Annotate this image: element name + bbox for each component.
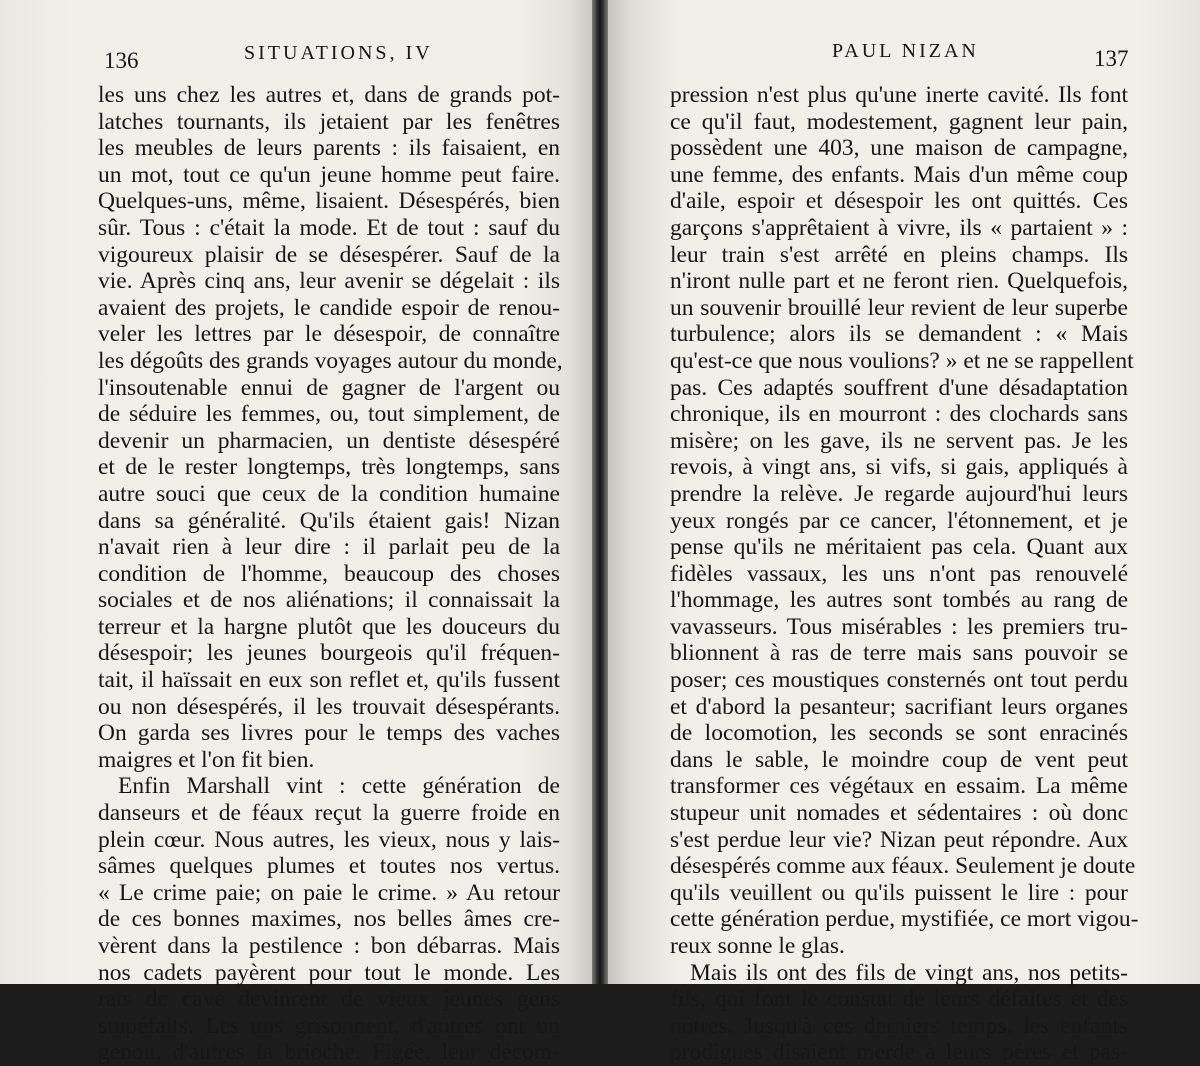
text-line: revois, à vingt ans, si vifs, si gais, appliqués à xyxy=(670,454,1128,481)
text-line: maigres et l'on fit bien. xyxy=(98,746,315,773)
left-page-number: 136 xyxy=(104,48,139,73)
text-line: vèrent dans la pestilence : bon débarras. Mais xyxy=(98,933,560,959)
text-line: blionnent à ras de terre mais sans pouvoir se xyxy=(670,640,1128,667)
text-line: un souvenir brouillé leur revient de leur superbe xyxy=(670,294,1128,321)
text-line: vie. Après cinq ans, leur avenir se dégelait : ils xyxy=(98,268,560,295)
text-line: misère; on les gave, ils ne servent pas. Je les xyxy=(670,427,1128,454)
text-line: un mot, tout ce qu'un jeune homme peut faire. xyxy=(98,161,560,188)
text-line: les dégoûts des grands voyages autour du monde, xyxy=(98,347,563,374)
text-line: qu'ils veuillent ou qu'ils puissent le lire : pour xyxy=(670,879,1128,906)
text-line: de séduire les femmes, ou, tout simplement, de xyxy=(98,401,560,428)
text-line: une femme, des enfants. Mais d'un même coup xyxy=(670,161,1128,188)
text-line: pression n'est plus qu'une inerte cavité. Ils font xyxy=(670,82,1128,108)
right-page-text xyxy=(670,82,1139,1066)
text-line: sûr. Tous : c'était la mode. Et de tout : sauf du xyxy=(98,214,560,241)
text-line: yeux rongés par ce cancer, l'étonnement, et je xyxy=(670,507,1128,534)
text-line: veler les lettres par le désespoir, de connaître xyxy=(98,321,560,348)
text-line: cette génération perdue, mystifiée, ce mort vigou- xyxy=(670,906,1139,933)
text-line: s'est perdue leur vie? Nizan peut répondre. Aux xyxy=(670,826,1128,853)
text-line: chronique, ils en mourront : des clochards sans xyxy=(670,401,1128,428)
left-page xyxy=(0,0,592,1066)
text-line: genou, d'autres la brioche. Figée, leur décom- xyxy=(98,1039,560,1066)
text-line: désespoir; les jeunes bourgeois qu'il fréquen- xyxy=(98,640,560,667)
text-line: dans le sable, le moindre coup de vent peut xyxy=(670,746,1128,773)
text-line: n'avait rien à leur dire : il parlait peu de la xyxy=(98,534,560,561)
text-line: prendre la relève. Je regarde aujourd'hui leurs xyxy=(670,480,1128,507)
text-line: plein cœur. Nous autres, les vieux, nous y lais- xyxy=(98,826,560,853)
text-line: ce qu'il faut, modestement, gagnent leur pain, xyxy=(670,108,1128,135)
text-line: les meubles de leurs parents : ils faisaient, en xyxy=(98,135,560,162)
text-line: Quelques-uns, même, lisaient. Désespérés, bien xyxy=(98,188,560,215)
text-line: vavasseurs. Tous misérables : les premiers tru- xyxy=(670,613,1128,640)
text-line: de ces bonnes maximes, nos belles âmes cre- xyxy=(98,906,560,933)
text-line: l'insoutenable ennui de gagner de l'argent ou xyxy=(98,374,560,401)
text-line: condition de l'homme, beaucoup des choses xyxy=(98,560,560,587)
text-line: n'iront nulle part et ne feront rien. Quelquefois, xyxy=(670,268,1128,295)
book-gutter xyxy=(592,0,608,984)
text-line: garçons s'apprêtaient à vivre, ils « partaient » : xyxy=(670,214,1128,241)
text-line: qu'est-ce que nous voulions? » et ne se rappellent xyxy=(670,347,1134,374)
text-line: On garda ses livres pour le temps des vaches xyxy=(98,720,560,747)
text-line: leur train s'est arrêté en pleins champs. Ils xyxy=(670,241,1128,268)
text-line: danseurs et de féaux reçut la guerre froide en xyxy=(98,800,560,827)
text-line: d'aile, espoir et désespoir les ont quittés. Ces xyxy=(670,188,1128,215)
text-line: avaient des projets, le candide espoir de renou- xyxy=(98,294,560,321)
text-line: transformer ces végétaux en essaim. La même xyxy=(670,773,1128,800)
text-line: Mais ils ont des fils de vingt ans, nos petits- xyxy=(690,959,1128,986)
text-line: autre souci que ceux de la condition humaine xyxy=(98,480,560,507)
text-line: ou non désespérés, il les trouvait désespérants. xyxy=(98,693,560,720)
text-line: de locomotion, les seconds se sont enracinés xyxy=(670,720,1128,747)
text-line: dans sa généralité. Qu'ils étaient gais! Nizan xyxy=(98,507,560,534)
text-line: poser; ces moustiques consternés ont tout perdu xyxy=(670,667,1128,694)
text-line: devenir un pharmacien, un dentiste désespéré xyxy=(98,427,560,454)
text-line: rats de cave devinrent de vieux jeunes gens xyxy=(98,986,560,1013)
text-line: pas. Ces adaptés souffrent d'une désadaptation xyxy=(670,374,1128,401)
text-line: turbulence; alors ils se demandent : « Mais xyxy=(670,321,1128,348)
right-running-head: PAUL NIZAN xyxy=(832,40,979,62)
text-line: Enfin Marshall vint : cette génération de xyxy=(118,773,560,800)
text-line: reux sonne le glas. xyxy=(670,933,845,959)
text-line: nôtres. Jusqu'à ces derniers temps, les enfants xyxy=(670,1012,1128,1039)
text-line: les uns chez les autres et, dans de grands pot- xyxy=(98,82,560,108)
text-line: latches tournants, ils jetaient par les fenêtres xyxy=(98,108,560,135)
text-line: « Le crime paie; on paie le crime. » Au retour xyxy=(98,879,560,906)
text-line: fils, qui font le constat de leurs défaites et des xyxy=(670,986,1128,1013)
text-line: pense qu'ils ne méritaient pas cela. Quant aux xyxy=(670,534,1128,561)
text-line: sâmes quelques plumes et toutes nos vertus. xyxy=(98,853,560,880)
left-running-head: SITUATIONS, IV xyxy=(244,42,433,64)
left-page-text xyxy=(98,82,563,1066)
text-line: sociales et de nos aliénations; il connaissait la xyxy=(98,587,560,614)
text-line: possèdent une 403, une maison de campagne, xyxy=(670,135,1128,162)
text-line: vigoureux plaisir de se désespérer. Sauf de la xyxy=(98,241,560,268)
text-line: désespérés comme aux féaux. Seulement je doute xyxy=(670,853,1136,880)
text-line: et de le rester longtemps, très longtemps, sans xyxy=(98,454,560,481)
text-line: tait, il haïssait en eux son reflet et, qu'ils fussent xyxy=(98,667,560,694)
right-page xyxy=(608,0,1200,1066)
text-line: stupeur unit nomades et sédentaires : où donc xyxy=(670,800,1128,827)
text-line: terreur et la hargne plutôt que les douceurs du xyxy=(98,613,560,640)
text-line: et d'abord la pesanteur; sacrifiant leurs organes xyxy=(670,693,1128,720)
text-line: l'hommage, les autres sont tombés au rang de xyxy=(670,587,1128,614)
text-line: nos cadets payèrent pour tout le monde. Les xyxy=(98,959,560,986)
text-line: prodigues disaient merde à leurs pères et pas- xyxy=(670,1039,1128,1066)
text-line: stupéfaits. Les uns grisonnent, d'autres ont un xyxy=(98,1012,560,1039)
text-line: fidèles vassaux, les uns n'ont pas renouvelé xyxy=(670,560,1128,587)
right-page-number: 137 xyxy=(1094,46,1129,71)
